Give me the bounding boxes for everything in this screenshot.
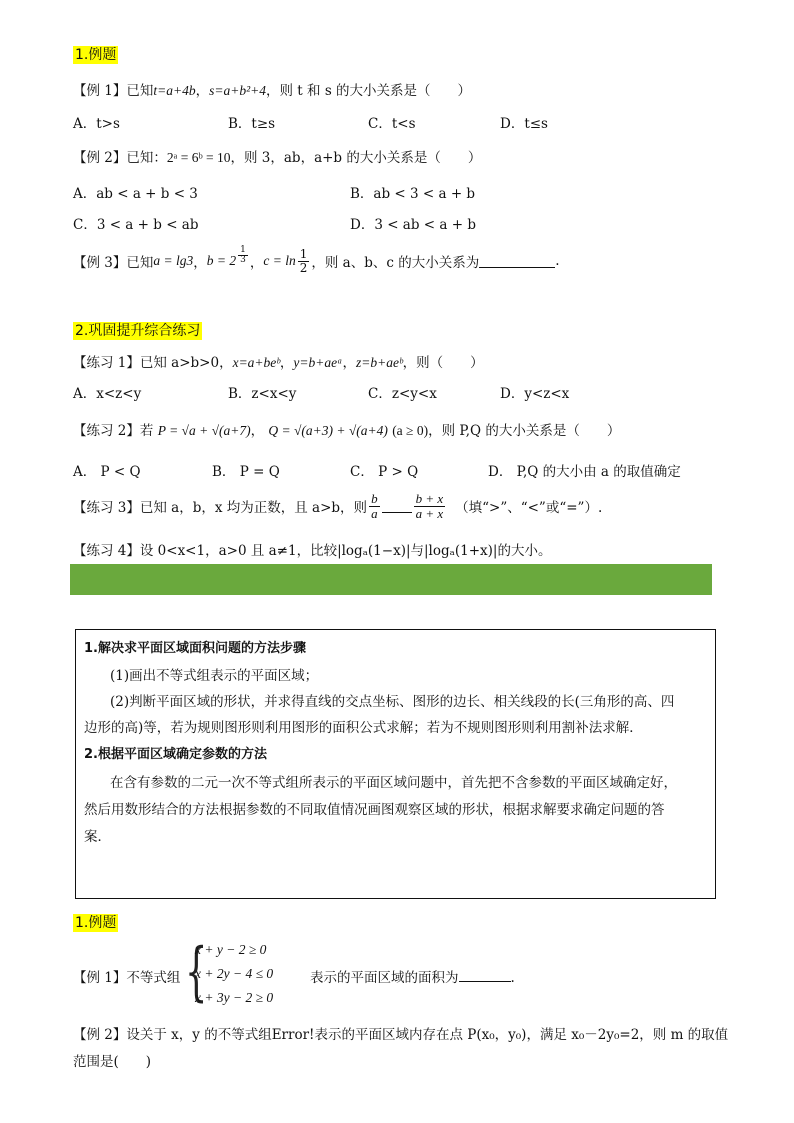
inequality-3: x + 3y − 2 ≥ 0 <box>195 990 274 1005</box>
method-paragraph-line1: 在含有参数的二元一次不等式组所表示的平面区域问题中，首先把不含参数的平面区域确定好， <box>110 775 677 791</box>
inequality-1: x + y − 2 ≥ 0 <box>195 942 267 957</box>
method-paragraph-line2: 然后用数形结合的方法根据参数的不同取值情况画图观察区域的形状，根据求解要求确定问题的答 <box>84 802 665 818</box>
section3-heading: 1.例题 <box>75 915 117 931</box>
practice2-option-d: D． P,Q 的大小由 a 的取值确定 <box>488 464 681 480</box>
example3: 【例 3】已知a = lg3，b = 2 $\frac{1}{3}$ ，c = ln $\frac{1}{2}$ ，则 a、b、c 的大小关系为 . <box>73 245 560 275</box>
example2-option-c: C．3 < a + b < ab <box>73 217 199 233</box>
fraction-b-over-a: $\frac{b}{a}$ <box>371 491 378 521</box>
practice1-option-a: A．x<z<y <box>73 386 142 402</box>
section3-example1-text: 表示的平面区域的面积为 . <box>310 970 515 986</box>
practice1-option-b: B．z<x<y <box>228 386 297 402</box>
practice4: 【练习 4】设 0<x<1，a>0 且 a≠1，比较|logₐ(1−x)|与|logₐ(1+x)|的大小。 <box>73 543 552 559</box>
method-heading-2: 2.根据平面区域确定参数的方法 <box>84 747 267 762</box>
example1-option-d: D．t≤s <box>500 116 548 132</box>
example1-option-b: B．t≥s <box>228 116 276 132</box>
method-paragraph-line3: 案． <box>84 829 111 845</box>
practice1: 【练习 1】已知 a>b>0，x=a+beᵇ，y=b+aeᵃ，z=b+aeᵇ，则（ ） <box>73 355 484 371</box>
system-brace: { <box>185 935 208 1009</box>
method-step-1: (1)画出不等式组表示的平面区域； <box>110 668 319 684</box>
section1-heading: 1.例题 <box>75 47 117 63</box>
example1: 【例 1】已知t=a+4b，s=a+b²+4，则 t 和 s 的大小关系是（ ） <box>73 83 472 99</box>
method-heading-1: 1.解决求平面区域面积问题的方法步骤 <box>84 641 306 656</box>
answer-blank[interactable] <box>459 969 511 982</box>
section2-heading: 2.巩固提升综合练习 <box>75 323 201 339</box>
example2-option-b: B．ab < 3 < a + b <box>350 186 476 202</box>
section-divider-bar <box>70 564 712 595</box>
example2-option-d: D．3 < ab < a + b <box>350 217 476 233</box>
example1-option-a: A．t>s <box>73 116 120 132</box>
method-step-2-line1: (2)判断平面区域的形状，并求得直线的交点坐标、图形的边长、相关线段的长(三角形的高、四 <box>110 694 675 710</box>
fraction-bx-over-ax: $\frac{b + x}{a + x}$ <box>415 491 444 521</box>
practice2: 【练习 2】若 P = √a + √(a+7)， Q = √(a+3) + √(a+4) (a ≥ 0)，则 P,Q 的大小关系是（ ） <box>73 423 621 439</box>
example2-option-a: A．ab < a + b < 3 <box>73 186 198 202</box>
example1-option-c: C．t<s <box>368 116 416 132</box>
practice1-option-d: D．y<z<x <box>500 386 570 402</box>
example2: 【例 2】已知：2ᵃ = 6ᵇ = 10，则 3，ab，a+b 的大小关系是（ ） <box>73 150 482 166</box>
practice1-option-c: C．z<y<x <box>368 386 437 402</box>
practice3: 【练习 3】已知 a，b，x 均为正数，且 a>b，则 $\frac{b}{a}$ $\frac{b + x}{a + x}$ （填“>”、“<”或“=”）. <box>73 491 603 521</box>
c-fraction: $\frac{1}{2}$ <box>299 247 308 275</box>
section3-example2-line2: 范围是( ) <box>73 1054 152 1070</box>
practice2-option-c: C． P > Q <box>350 464 419 480</box>
section3-example2-line1: 【例 2】设关于 x，y 的不等式组Error!表示的平面区域内存在点 P(x₀，y₀)，满足 x₀－2y₀=2，则 m 的取值 <box>73 1027 729 1043</box>
inequality-2: x + 2y − 4 ≤ 0 <box>195 966 274 981</box>
answer-blank[interactable] <box>479 255 555 268</box>
method-step-2-line2: 边形的高)等，若为规则图形则利用图形的面积公式求解；若为不规则图形则利用割补法求解． <box>84 720 643 736</box>
b-exponent: $\frac{1}{3}$ <box>240 245 246 266</box>
section3-example1-prefix: 【例 1】不等式组 <box>73 970 181 986</box>
practice2-option-b: B． P = Q <box>212 464 280 480</box>
practice2-option-a: A． P < Q <box>73 464 141 480</box>
answer-blank[interactable] <box>382 500 412 513</box>
